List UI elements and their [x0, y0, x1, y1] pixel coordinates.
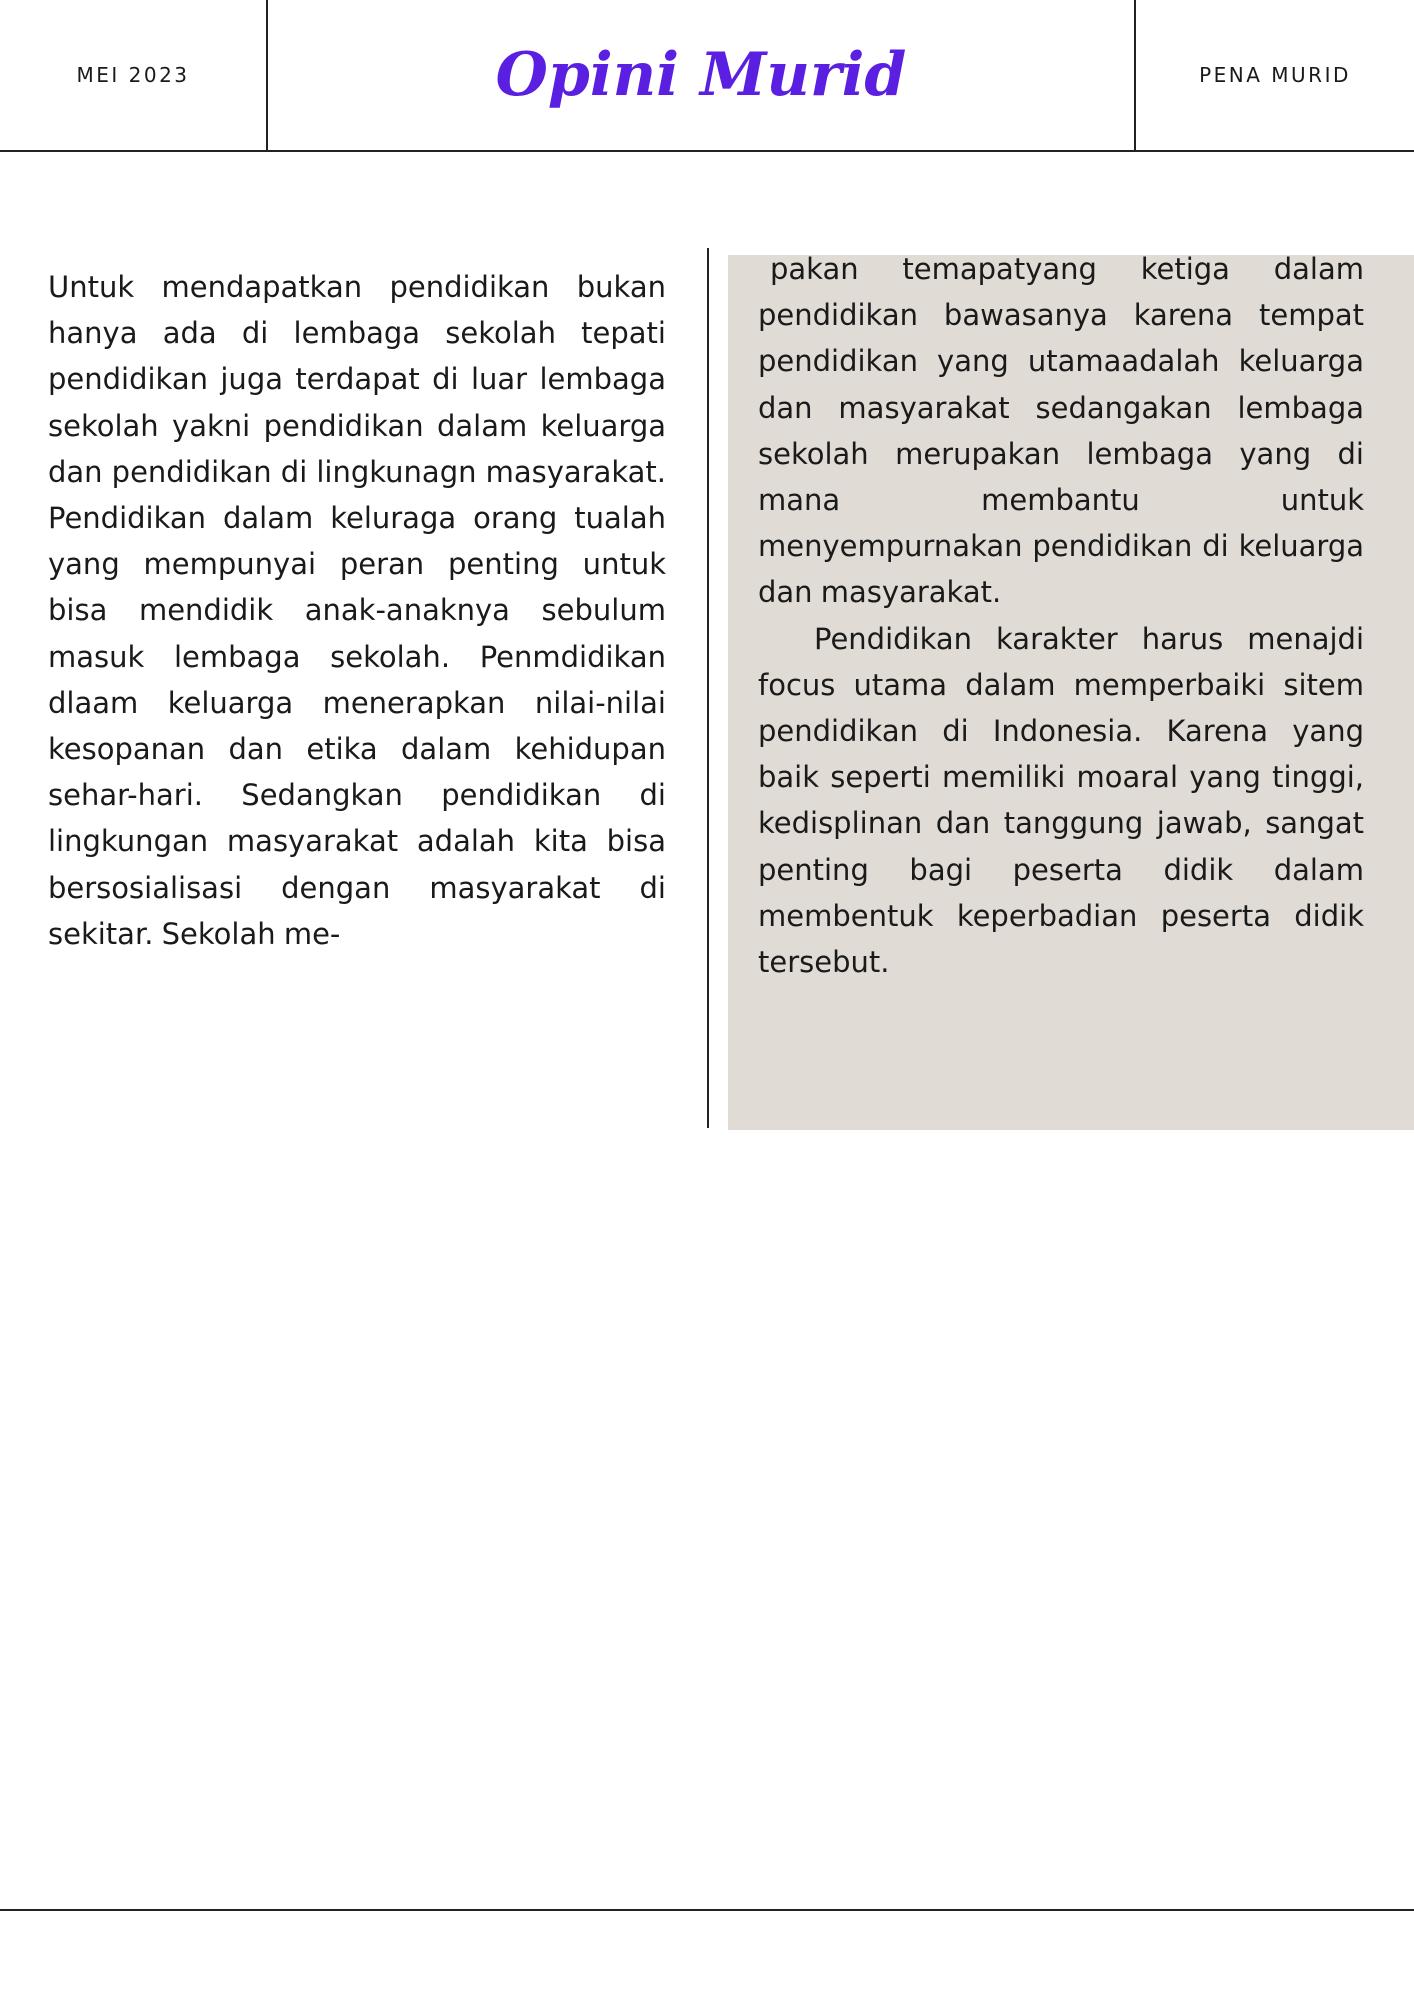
article-right-column: [758, 246, 1364, 1126]
masthead-title-cell: [268, 0, 1134, 150]
publication-name: PENA MURID: [1199, 63, 1351, 87]
masthead-publication-cell: [1134, 0, 1414, 150]
page-title: Opini Murid: [495, 40, 907, 110]
article-paragraph-right-1: pakan temapatyang ketiga dalam pendidikan bawasanya karena tempat pendidikan yang utamaadalah keluarga dan masyarakat sedangakan lembaga sekolah merupakan lembaga yang di mana membantu untuk menyempurnakan pendidikan di keluarga dan masyarakat.: [758, 252, 1364, 610]
issue-date: MEI 2023: [76, 63, 190, 87]
footer-rule: [0, 1909, 1414, 1911]
article-paragraph-right-2: Pendidikan karakter harus menajdi focus utama dalam memperbaiki sitem pendidikan di Indonesia. Karena yang baik seperti memiliki moaral yang tinggi, kedisplinan dan tanggung jawab, sangat penting bagi peserta didik dalam membentuk keperbadian peserta didik tersebut.: [758, 621, 1364, 980]
column-divider: [707, 248, 709, 1128]
masthead: [0, 0, 1414, 152]
masthead-date-cell: [0, 0, 268, 150]
article-left-column: [48, 264, 666, 1104]
article-paragraph-left: Untuk mendapatkan pendidikan bukan hanya ada di lembaga sekolah tepati pendidikan juga terdapat di luar lembaga sekolah yakni pendidikan dalam keluarga dan pendidikan di lingkunagn masyarakat. Pendidikan dalam keluraga orang tualah yang mempunyai peran penting untuk bisa mendidik anak-anaknya sebulum masuk lembaga sekolah. Penmdidikan dlaam keluarga menerapkan nilai-nilai kesopanan dan etika dalam kehidupan sehar-hari. Sedangkan pendidikan di lingkungan masyarakat adalah kita bisa bersosialisasi dengan masyarakat di sekitar. Sekolah me-: [48, 270, 666, 951]
